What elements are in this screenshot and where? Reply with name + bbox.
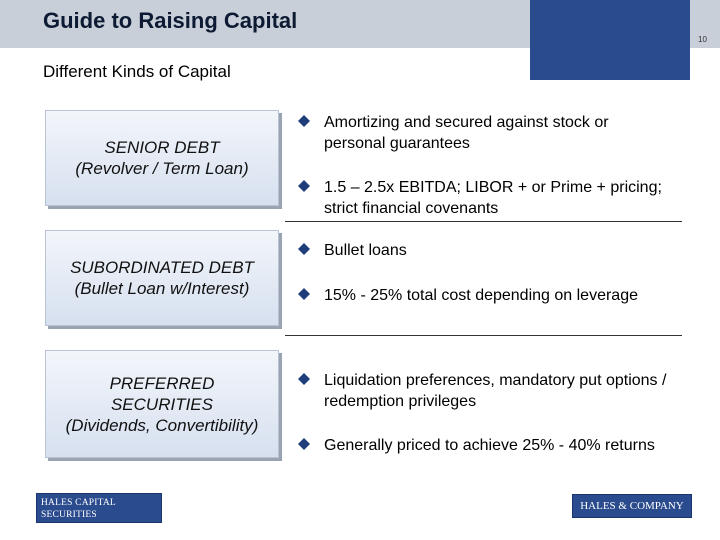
bullet-text: 1.5 – 2.5x EBITDA; LIBOR + or Prime + pricing; strict financial covenants: [324, 179, 662, 217]
bullet-text: Liquidation preferences, mandatory put options / redemption privileges: [324, 372, 667, 410]
diamond-bullet-icon: [298, 115, 310, 127]
page-title: Guide to Raising Capital: [43, 8, 298, 33]
section-divider: [285, 335, 682, 336]
bullet-item: [298, 240, 698, 261]
bullet-text: Generally priced to achieve 25% - 40% returns: [324, 437, 655, 454]
hales-company-logo: HALES & COMPANY: [572, 494, 692, 518]
category-label: PREFERRED SECURITIES (Dividends, Convertibility): [65, 373, 259, 435]
hales-capital-securities-logo: [36, 493, 162, 530]
header-accent-block: [530, 0, 690, 80]
bullet-item: [298, 285, 698, 306]
category-label: SUBORDINATED DEBT (Bullet Loan w/Interest): [70, 258, 254, 298]
bullet-item: [298, 112, 698, 154]
diamond-bullet-icon: [298, 288, 310, 300]
diamond-bullet-icon: [298, 373, 310, 385]
category-box-subordinated-debt: [45, 230, 279, 326]
bullet-text: Bullet loans: [324, 242, 407, 259]
diamond-bullet-icon: [298, 243, 310, 255]
diamond-bullet-icon: [298, 438, 310, 450]
logo-line2: MEMBER FINRA/SIPC: [41, 522, 156, 530]
bullet-text: Amortizing and secured against stock or personal guarantees: [324, 114, 609, 152]
category-label: SENIOR DEBT (Revolver / Term Loan): [75, 138, 249, 178]
category-box-senior-debt: [45, 110, 279, 206]
logo-line1: HALES CAPITAL SECURITIES: [41, 498, 116, 520]
bullet-item: [298, 370, 698, 412]
bullet-item: [298, 435, 698, 456]
category-box-preferred-securities: [45, 350, 279, 458]
section-subtitle: Different Kinds of Capital: [43, 62, 231, 81]
page-number: 10: [698, 35, 707, 44]
diamond-bullet-icon: [298, 180, 310, 192]
bullet-item: [298, 177, 698, 219]
section-divider: [285, 221, 682, 222]
bullet-text: 15% - 25% total cost depending on leverage: [324, 287, 638, 304]
